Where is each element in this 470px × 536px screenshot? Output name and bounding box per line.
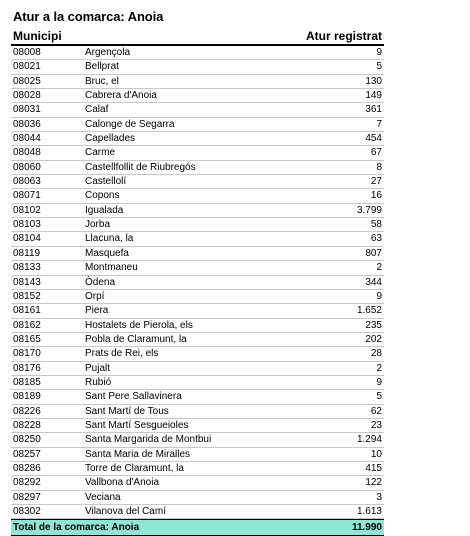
row-value: 5 — [376, 391, 382, 403]
row-value: 5 — [376, 61, 382, 73]
row-municipality: Calonge de Segarra — [85, 118, 175, 130]
table-row — [11, 462, 384, 476]
row-code: 08250 — [13, 434, 41, 446]
table-row — [11, 433, 384, 447]
row-code: 08025 — [13, 75, 41, 87]
row-municipality: Llacuna, la — [85, 233, 134, 245]
row-code: 08060 — [13, 161, 41, 173]
table-row — [11, 204, 384, 218]
row-municipality: Veciana — [85, 491, 121, 503]
row-municipality: Jorba — [85, 219, 111, 231]
row-municipality: Torre de Claramunt, la — [85, 462, 184, 474]
table-row — [11, 175, 384, 189]
row-value: 28 — [370, 348, 382, 360]
row-code: 08031 — [13, 104, 41, 116]
row-code: 08143 — [13, 276, 41, 288]
row-value: 10 — [370, 448, 382, 460]
row-municipality: Capellades — [85, 133, 136, 145]
row-code: 08103 — [13, 219, 41, 231]
table-row — [11, 261, 384, 275]
table-row — [11, 491, 384, 505]
table-header — [11, 28, 384, 46]
row-value: 122 — [365, 477, 382, 489]
table-row — [11, 362, 384, 376]
row-code: 08228 — [13, 419, 41, 431]
row-value: 7 — [376, 118, 382, 130]
row-value: 1.613 — [356, 506, 382, 517]
row-municipality: Cabrera d'Anoia — [85, 90, 157, 102]
table-row — [11, 319, 384, 333]
row-value: 3.799 — [356, 204, 382, 216]
row-municipality: Orpí — [85, 290, 105, 302]
row-code: 08162 — [13, 319, 41, 331]
row-municipality: Argençola — [85, 47, 131, 58]
table-row — [11, 232, 384, 246]
row-code: 08063 — [13, 176, 41, 188]
row-code: 08048 — [13, 147, 41, 159]
table-row — [11, 218, 384, 232]
row-code: 08152 — [13, 290, 41, 302]
table-row — [11, 132, 384, 146]
total-value: 11.990 — [351, 522, 382, 534]
row-municipality: Copons — [85, 190, 120, 202]
row-code: 08226 — [13, 405, 41, 417]
table-row — [11, 146, 384, 160]
row-value: 130 — [365, 75, 382, 87]
row-value: 9 — [376, 376, 382, 388]
table-row — [11, 505, 384, 519]
table-row — [11, 161, 384, 175]
table-row — [11, 247, 384, 261]
row-municipality: Carme — [85, 147, 116, 159]
row-code: 08102 — [13, 204, 41, 216]
table-row — [11, 347, 384, 361]
row-code: 08185 — [13, 376, 41, 388]
table-row — [11, 103, 384, 117]
row-municipality: Rubió — [85, 376, 112, 388]
total-label: Total de la comarca: Anoia — [13, 522, 140, 534]
table-row — [11, 276, 384, 290]
table-row — [11, 46, 384, 60]
row-municipality: Masquefa — [85, 247, 129, 259]
row-value: 2 — [376, 362, 382, 374]
row-code: 08170 — [13, 348, 41, 360]
row-code: 08071 — [13, 190, 41, 202]
row-municipality: Castellolí — [85, 176, 127, 188]
row-municipality: Piera — [85, 305, 109, 317]
row-value: 344 — [365, 276, 382, 288]
row-value: 415 — [365, 462, 382, 474]
table-row — [11, 75, 384, 89]
row-municipality: Òdena — [85, 276, 116, 288]
row-code: 08176 — [13, 362, 41, 374]
row-municipality: Santa Maria de Miralles — [85, 448, 191, 460]
row-municipality: Calaf — [85, 104, 109, 116]
row-code: 08292 — [13, 477, 41, 489]
row-value: 454 — [365, 133, 382, 145]
table-row — [11, 333, 384, 347]
table-row — [11, 60, 384, 74]
row-code: 08161 — [13, 305, 41, 317]
row-municipality: Sant Martí de Tous — [85, 405, 169, 417]
table-row — [11, 118, 384, 132]
row-value: 202 — [365, 333, 382, 345]
page-title: Atur a la comarca: Anoia — [13, 9, 164, 24]
row-value: 23 — [370, 419, 382, 431]
row-value: 16 — [370, 190, 382, 202]
row-value: 807 — [365, 247, 382, 259]
row-value: 67 — [370, 147, 382, 159]
table-row — [11, 304, 384, 318]
row-value: 149 — [365, 90, 382, 102]
row-code: 08189 — [13, 391, 41, 403]
row-value: 58 — [370, 219, 382, 231]
row-municipality: Igualada — [85, 204, 124, 216]
table-row — [11, 405, 384, 419]
row-municipality: Hostalets de Pierola, els — [85, 319, 193, 331]
row-code: 08021 — [13, 61, 41, 73]
table-row — [11, 290, 384, 304]
table-row — [11, 89, 384, 103]
row-code: 08104 — [13, 233, 41, 245]
row-municipality: Prats de Rei, els — [85, 348, 159, 360]
row-code: 08286 — [13, 462, 41, 474]
row-code: 08302 — [13, 506, 41, 517]
row-value: 62 — [370, 405, 382, 417]
table-row — [11, 189, 384, 203]
row-value: 1.294 — [356, 434, 382, 446]
row-municipality: Santa Margarida de Montbui — [85, 434, 212, 446]
table-row — [11, 419, 384, 433]
row-municipality: Bruc, el — [85, 75, 119, 87]
table-body — [11, 46, 384, 519]
table-row — [11, 476, 384, 490]
header-municipi: Municipi — [13, 29, 62, 43]
row-code: 08028 — [13, 90, 41, 102]
row-municipality: Montmaneu — [85, 262, 138, 274]
row-value: 63 — [370, 233, 382, 245]
header-atur-registrat: Atur registrat — [305, 29, 382, 43]
row-value: 2 — [376, 262, 382, 274]
row-value: 9 — [376, 47, 382, 58]
row-municipality: Pujalt — [85, 362, 111, 374]
table-row — [11, 376, 384, 390]
row-value: 8 — [376, 161, 382, 173]
row-municipality: Castellfollit de Riubregós — [85, 161, 196, 173]
row-value: 27 — [370, 176, 382, 188]
row-code: 08165 — [13, 333, 41, 345]
row-value: 3 — [376, 491, 382, 503]
row-code: 08036 — [13, 118, 41, 130]
row-code: 08257 — [13, 448, 41, 460]
row-value: 361 — [365, 104, 382, 116]
row-value: 1.652 — [356, 305, 382, 317]
row-municipality: Sant Pere Sallavinera — [85, 391, 182, 403]
unemployment-table — [11, 28, 384, 536]
table-row — [11, 390, 384, 404]
row-code: 08297 — [13, 491, 41, 503]
row-municipality: Bellprat — [85, 61, 119, 73]
row-value: 9 — [376, 290, 382, 302]
row-value: 235 — [365, 319, 382, 331]
row-code: 08008 — [13, 47, 41, 58]
table-row — [11, 448, 384, 462]
row-municipality: Vilanova del Camí — [85, 506, 166, 517]
row-code: 08119 — [13, 247, 41, 259]
row-code: 08044 — [13, 133, 41, 145]
row-municipality: Pobla de Claramunt, la — [85, 333, 187, 345]
row-municipality: Sant Martí Sesgueioles — [85, 419, 189, 431]
row-municipality: Vallbona d'Anoia — [85, 477, 160, 489]
row-code: 08133 — [13, 262, 41, 274]
